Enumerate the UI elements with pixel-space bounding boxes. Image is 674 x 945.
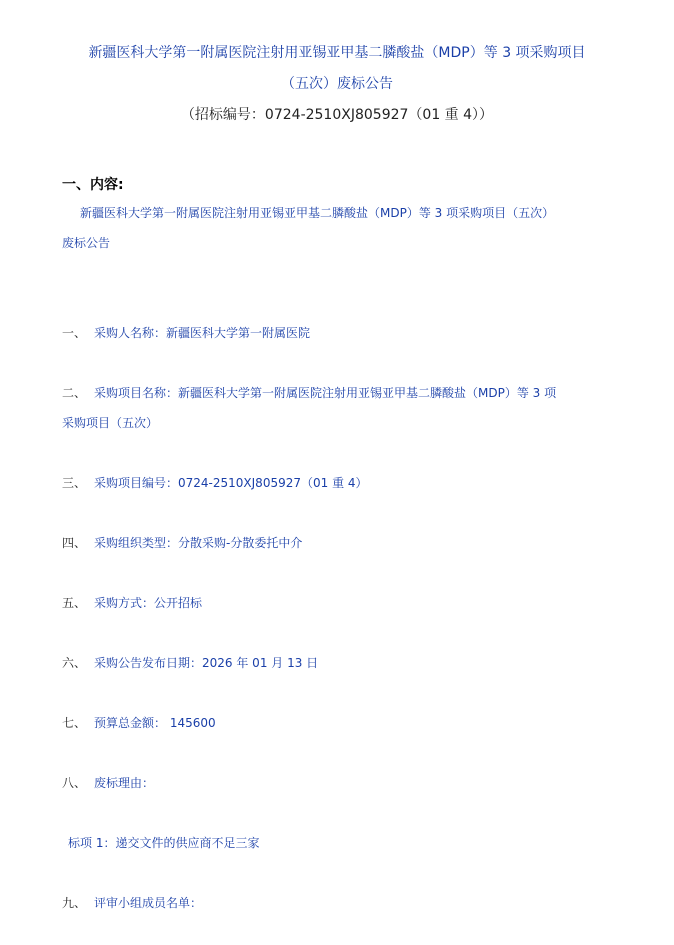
item-number: 七、 [62,716,87,730]
item-number: 一、 [62,326,87,340]
item-number: 六、 [62,656,87,670]
item-number: 四、 [62,536,87,550]
document-title-line-2: （五次）废标公告 [281,76,393,92]
item-label: 采购方式： [94,596,155,610]
item-label: 采购组织类型： [94,536,179,550]
intro-text-line-1: 新疆医科大学第一附属医院注射用亚锡亚甲基二膦酸盐（MDP）等 3 项采购项目（五次） [80,206,555,220]
item-project-number [62,474,368,491]
item-value: 0724-2510XJ805927（01 重 4） [178,476,368,490]
item-number: 九、 [62,896,87,910]
item-project-name-continued: 采购项目（五次） [62,416,159,430]
item-publish-date [62,654,318,671]
item-number: 二、 [62,386,87,400]
lot-reason-text: 标项 1：递交文件的供应商不足三家 [68,836,260,850]
item-organization-type [62,534,302,551]
item-procurement-method [62,594,202,611]
item-value: 新疆医科大学第一附属医院注射用亚锡亚甲基二膦酸盐（MDP）等 3 项 [178,386,557,400]
document-title-line-1: 新疆医科大学第一附属医院注射用亚锡亚甲基二膦酸盐（MDP）等 3 项采购项目 [88,45,586,61]
item-number: 八、 [62,776,87,790]
item-cancellation-reason [62,774,154,791]
item-label: 评审小组成员名单： [94,896,203,910]
item-number: 五、 [62,596,87,610]
item-label: 采购项目编号： [94,476,179,490]
item-label: 采购项目名称： [94,386,179,400]
item-label: 采购公告发布日期： [94,656,203,670]
item-value: 145600 [166,716,216,730]
item-project-name [62,384,556,401]
item-label: 废标理由： [94,776,155,790]
item-budget-amount [62,714,216,731]
item-value: 分散采购-分散委托中介 [178,536,303,550]
item-review-panel [62,894,202,911]
item-value: 2026 年 01 月 13 日 [202,656,319,670]
intro-text-line-2: 废标公告 [62,236,111,250]
item-value: 新疆医科大学第一附属医院 [166,326,311,340]
item-purchaser-name [62,324,310,341]
item-label: 采购人名称： [94,326,167,340]
tender-number: （招标编号：0724-2510XJ805927（01 重 4）） [180,107,494,123]
item-value: 公开招标 [154,596,203,610]
item-label: 预算总金额： [94,716,167,730]
item-number: 三、 [62,476,87,490]
section-heading-content: 一、内容: [62,177,124,193]
